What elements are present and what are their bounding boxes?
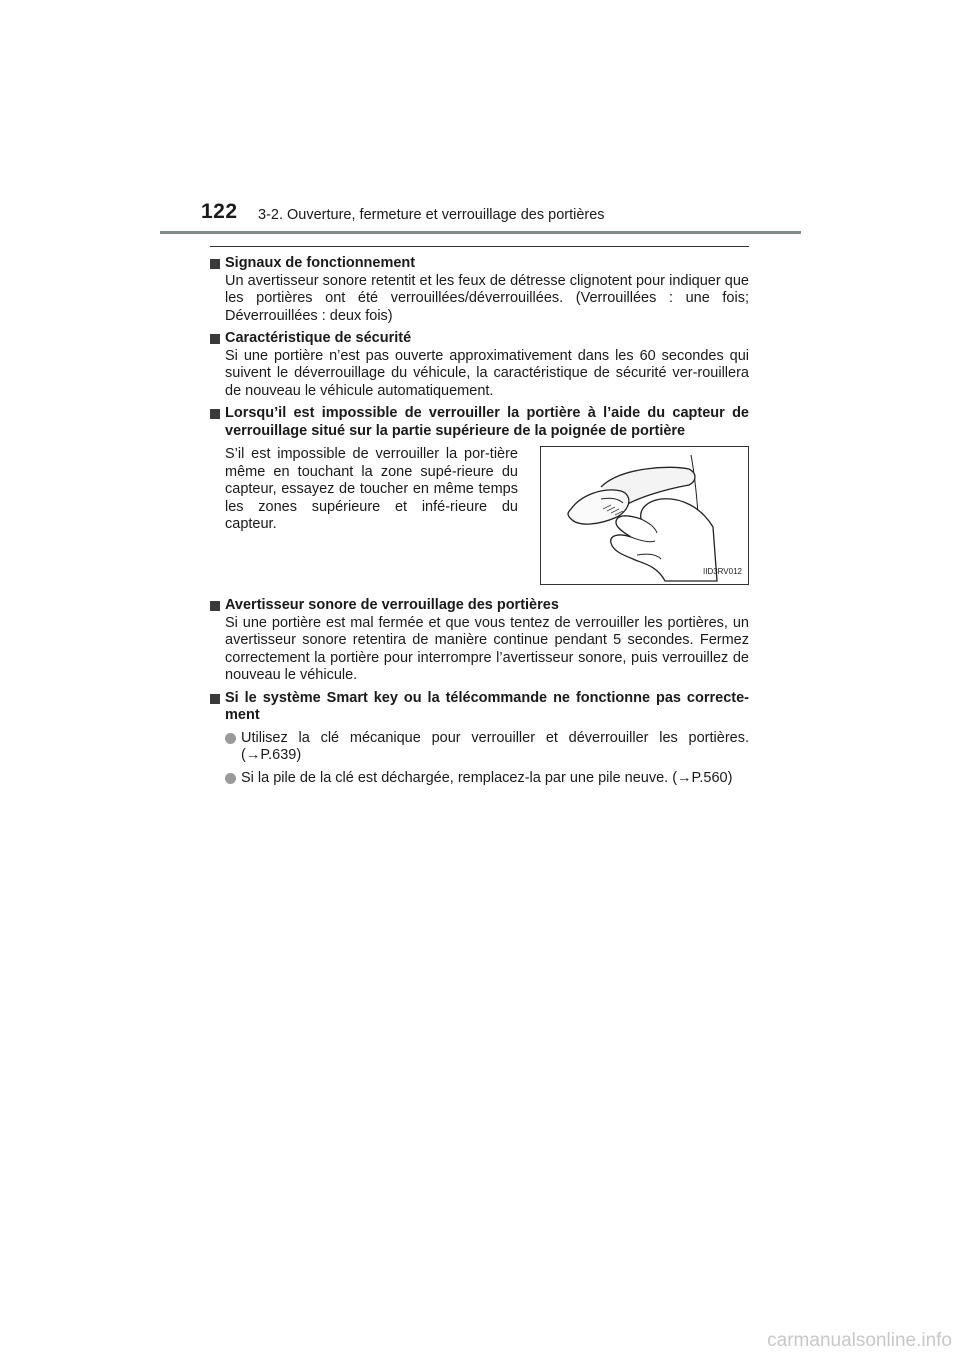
square-bullet-icon xyxy=(210,409,220,419)
section-heading: Signaux de fonctionnement xyxy=(210,255,749,273)
section-operation-signals xyxy=(210,255,749,325)
square-bullet-icon xyxy=(210,259,220,269)
square-bullet-icon xyxy=(210,601,220,611)
watermark: carmanualsonline.info xyxy=(767,1330,952,1351)
section-security-feature xyxy=(210,330,749,400)
section-door-lock-buzzer xyxy=(210,597,749,685)
circle-bullet-icon xyxy=(225,733,236,744)
section-heading: Lorsqu’il est impossible de verrouiller la portière à l’aide du capteur de verrouillage situé sur la partie supérieure de la poignée de portière xyxy=(210,405,749,440)
section-body: Un avertisseur sonore retentit et les feux de détresse clignotent pour indiquer que les portières ont été verrouillées/déverrouillées. (Verrouillées : une fois; Déverrouillées : deux fois) xyxy=(225,272,749,324)
section-heading: Avertisseur sonore de verrouillage des portières xyxy=(210,597,749,615)
section-body: S’il est impossible de verrouiller la por-tière même en touchant la zone supé-rieure du capteur, essayez de toucher en même temps les zones supérieure et infé-rieure du capteur. xyxy=(225,446,518,532)
circle-bullet-icon xyxy=(225,773,236,784)
square-bullet-icon xyxy=(210,334,220,344)
section-body: Si une portière est mal fermée et que vous tentez de verrouiller les portières, un avertisseur sonore retentira de manière continue pendant 5 secondes. Fermez correctement la portière pour interrompre l’avertisseur sonore, puis verrouillez de nouveau le véhicule. xyxy=(225,614,749,683)
section-body: Si une portière n’est pas ouverte approximativement dans les 60 secondes qui suivent le déverrouillage du véhicule, la caractéristique de sécurité ver-rouillera de nouveau le véhicule automatiquement. xyxy=(225,347,749,399)
page-content xyxy=(210,255,749,792)
section-smart-key-malfunction xyxy=(210,690,749,788)
section-heading: Si le système Smart key ou la télécommande ne fonctionne pas correcte-ment xyxy=(210,690,749,725)
page-number: 122 xyxy=(201,200,238,223)
figure-row xyxy=(210,446,749,585)
list-item: Utilisez la clé mécanique pour verrouiller et déverrouiller les portières. (→P.639) xyxy=(210,730,749,765)
section-rule xyxy=(210,246,749,247)
door-handle-illustration xyxy=(540,446,749,585)
list-item: Si la pile de la clé est déchargée, remplacez-la par une pile neuve. (→P.560) xyxy=(210,770,749,788)
chapter-title: 3-2. Ouverture, fermeture et verrouillage des portières xyxy=(258,207,605,223)
header-rule xyxy=(160,231,801,234)
section-heading: Caractéristique de sécurité xyxy=(210,330,749,348)
square-bullet-icon xyxy=(210,694,220,704)
section-lock-sensor-failure xyxy=(210,405,749,585)
figure-code: IID3RV012 xyxy=(703,566,742,576)
